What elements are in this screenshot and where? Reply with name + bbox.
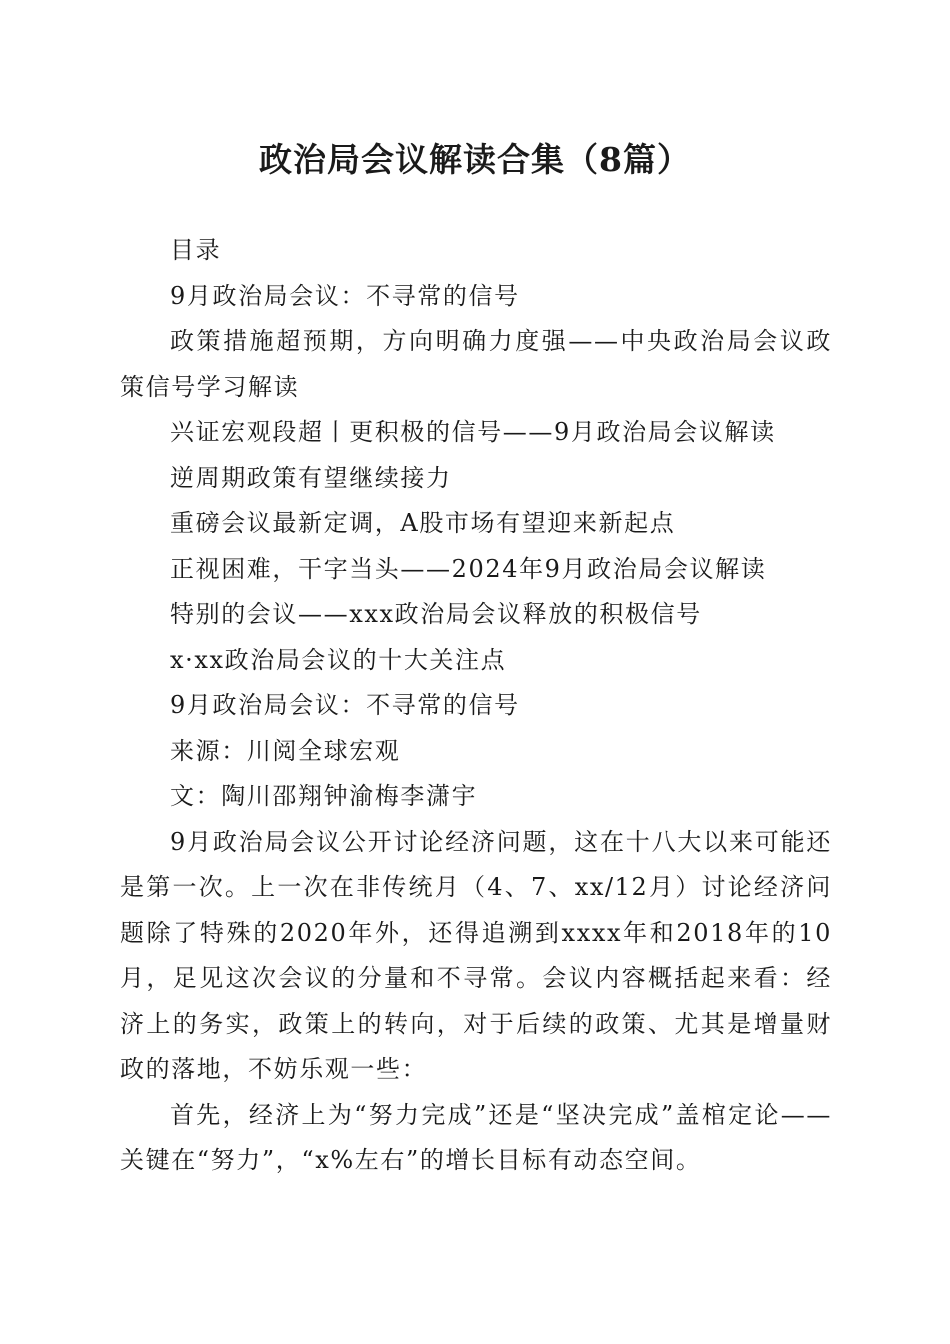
article-authors: 文：陶川邵翔钟渝梅李潇宇 — [170, 782, 478, 810]
toc-heading: 目录 — [170, 236, 222, 264]
article-source: 来源：川阅全球宏观 — [170, 736, 401, 765]
toc-item: x·xx政治局会议的十大关注点 — [170, 645, 507, 674]
toc-item: 兴证宏观段超丨更积极的信号——9月政治局会议解读 — [170, 418, 776, 446]
article-paragraph: 9月政治局会议公开讨论经济问题，这在十八大以来可能还是第一次。上一次在非传统月（4、7、xx/12月）讨论经济问题除了特殊的2020年外，还得追溯到xxxx年和2018年的10月，足见这次会议的分量和不寻常。会议内容概括起来看：经济上的务实，政策上的转向，对于后续的政策、尤其是增量财政的落地，不妨乐观一些： — [120, 827, 832, 1083]
article-heading: 9月政治局会议：不寻常的信号 — [170, 691, 520, 719]
article-paragraph: 首先，经济上为“努力完成”还是“坚决完成”盖棺定论——关键在“努力”，“x%左右”的增长目标有动态空间。 — [120, 1100, 832, 1174]
toc-item: 9月政治局会议：不寻常的信号 — [170, 281, 520, 310]
toc-item: 政策措施超预期，方向明确力度强——中央政治局会议政策信号学习解读 — [120, 327, 832, 401]
toc-item: 逆周期政策有望继续接力 — [170, 463, 452, 492]
document-body — [120, 228, 832, 1184]
document-title: 政治局会议解读合集（8篇） — [259, 140, 691, 179]
toc-item: 特别的会议——xxx政治局会议释放的积极信号 — [170, 600, 702, 628]
toc-item: 重磅会议最新定调，A股市场有望迎来新起点 — [170, 509, 676, 537]
toc-item: 正视困难，干字当头——2024年9月政治局会议解读 — [170, 554, 767, 583]
